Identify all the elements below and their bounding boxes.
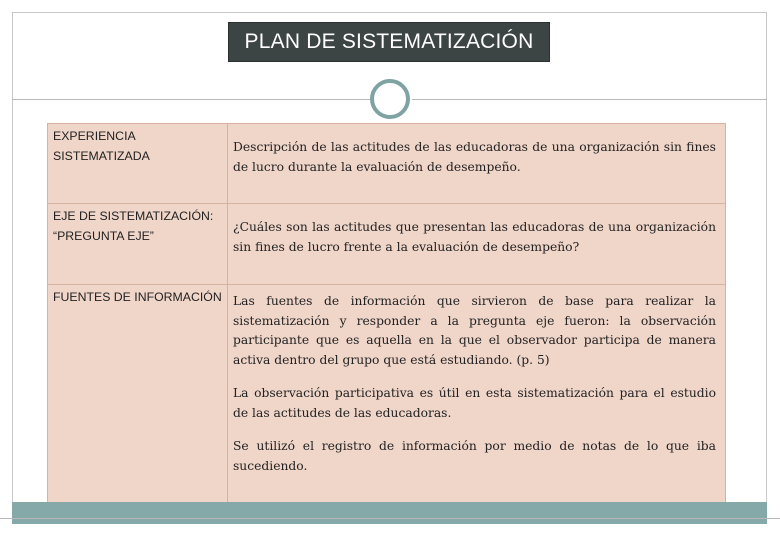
table-row — [48, 204, 726, 285]
row-paragraph: Descripción de las actitudes de las educadoras de una organización sin fines de lucro durante la evaluación de desempeño. — [233, 140, 716, 174]
row-content — [228, 285, 726, 507]
row-content — [228, 124, 726, 204]
row-paragraph: Las fuentes de información que sirvieron de base para realizar la sistematización y responder a la pregunta eje fueron: la observación participante que es aquella en la que el observador participa de manera activa dentro del grupo que está estudiando. (p. 5) — [233, 294, 716, 367]
circle-ornament-icon — [370, 79, 410, 119]
row-paragraph: ¿Cuáles son las actitudes que presentan las educadoras de una organización sin fines de lucro frente a la evaluación de desempeño? — [233, 220, 716, 254]
footer-line — [0, 518, 780, 519]
divider-right — [412, 99, 767, 100]
row-content — [228, 204, 726, 285]
row-paragraph: La observación participativa es útil en esta sistematización para el estudio de las actitudes de las educadoras. — [233, 386, 716, 420]
row-label: EJE DE SISTEMATIZACIÓN: “PREGUNTA EJE” — [48, 204, 228, 285]
plan-table — [47, 123, 726, 507]
table-row — [48, 285, 726, 507]
row-paragraph: Se utilizó el registro de información por medio de notas de lo que iba sucediendo. — [233, 439, 716, 473]
slide-title: PLAN DE SISTEMATIZACIÓN — [228, 22, 550, 62]
divider-left — [12, 99, 370, 100]
row-label: FUENTES DE INFORMACIÓN — [48, 285, 228, 507]
footer-bar — [12, 502, 767, 524]
table-row — [48, 124, 726, 204]
row-label: EXPERIENCIA SISTEMATIZADA — [48, 124, 228, 204]
